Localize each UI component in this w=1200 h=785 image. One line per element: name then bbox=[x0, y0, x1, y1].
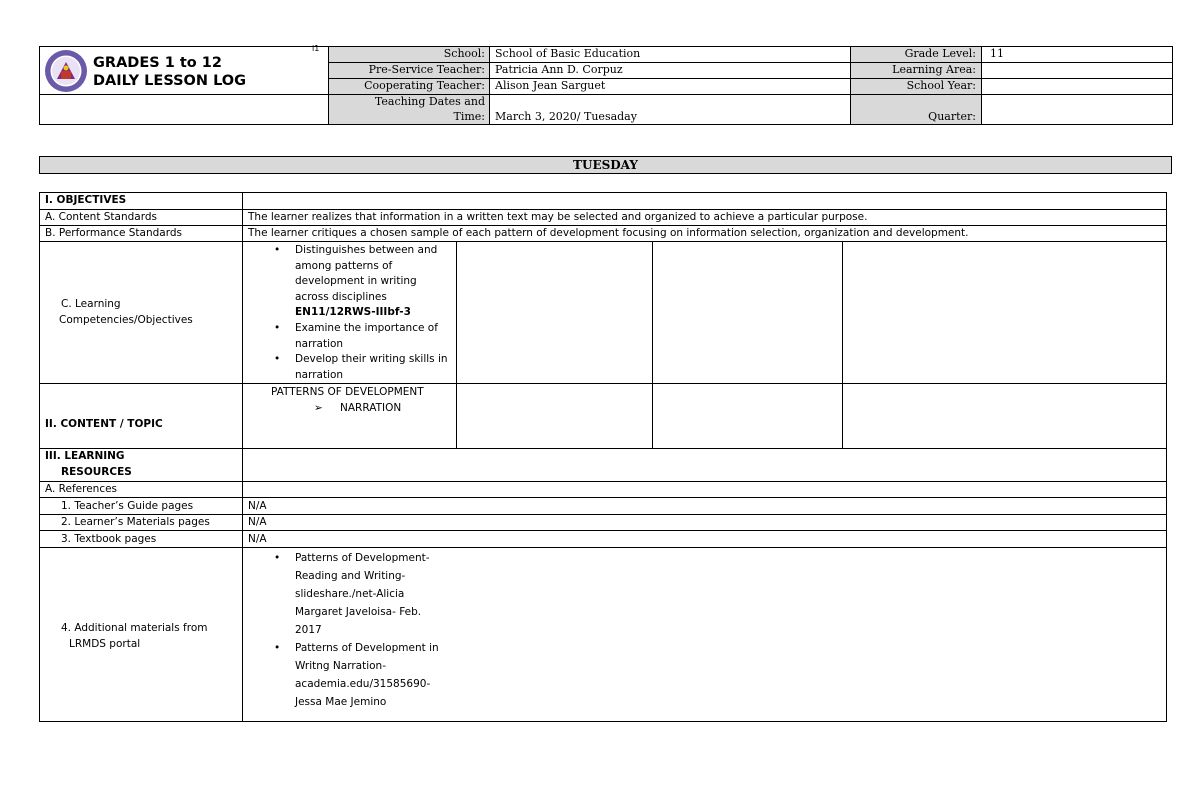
competency-3-line: narration bbox=[295, 368, 344, 381]
learning-resources-label-1: III. LEARNING bbox=[45, 450, 125, 462]
pre-service-teacher-label: Pre-Service Teacher: bbox=[368, 63, 485, 76]
quarter-label: Quarter: bbox=[928, 110, 976, 123]
material-1-line: 2017 bbox=[295, 624, 322, 636]
competency-code: EN11/12RWS-IIIbf-3 bbox=[295, 306, 411, 319]
school-label: School: bbox=[443, 47, 485, 60]
competency-1-line: across disciplines bbox=[295, 290, 387, 303]
log-title-line1: GRADES 1 to 12 bbox=[93, 55, 222, 71]
content-standards-value[interactable]: The learner realizes that information in a written text may be selected and organized to achieve a particular purpose. bbox=[248, 211, 868, 223]
bullet-icon: • bbox=[274, 244, 281, 256]
competency-2-line: Examine the importance of bbox=[295, 321, 438, 334]
grade-level-label: Grade Level: bbox=[904, 47, 976, 60]
teachers-guide-label: 1. Teacher’s Guide pages bbox=[61, 500, 194, 512]
grade-level-value[interactable]: 11 bbox=[990, 47, 1004, 60]
competency-1-line: development in writing bbox=[295, 275, 417, 288]
learners-materials-value[interactable]: N/A bbox=[248, 516, 267, 528]
material-1-line: slideshare./net-Alicia bbox=[295, 588, 405, 600]
material-1-line: Reading and Writing- bbox=[295, 570, 406, 582]
list-item bbox=[274, 639, 439, 711]
textbook-value[interactable]: N/A bbox=[248, 533, 267, 545]
performance-standards-value[interactable]: The learner critiques a chosen sample of each pattern of development focusing on information selection, organization and development. bbox=[248, 227, 969, 239]
competency-2-line: narration bbox=[295, 337, 344, 350]
school-value[interactable]: School of Basic Education bbox=[495, 47, 641, 60]
competencies-label-2: Competencies/Objectives bbox=[59, 314, 193, 326]
school-year-label: School Year: bbox=[906, 79, 976, 92]
bullet-icon: • bbox=[274, 353, 281, 366]
competency-1-line: Distinguishes between and bbox=[295, 244, 438, 256]
content-topic-label: II. CONTENT / TOPIC bbox=[45, 418, 163, 430]
teaching-dates-value[interactable]: March 3, 2020/ Tuesaday bbox=[495, 110, 637, 123]
deped-seal-icon bbox=[44, 49, 88, 93]
material-1-line: Margaret Javeloisa- Feb. bbox=[295, 606, 422, 618]
objectives-heading: I. OBJECTIVES bbox=[45, 194, 127, 206]
list-item bbox=[274, 243, 448, 321]
competency-3-line: Develop their writing skills in bbox=[295, 353, 448, 366]
references-label: A. References bbox=[45, 483, 118, 495]
topic-title[interactable]: PATTERNS OF DEVELOPMENT bbox=[271, 386, 424, 398]
list-item bbox=[274, 352, 448, 383]
bullet-icon: • bbox=[274, 321, 281, 334]
performance-standards-label: B. Performance Standards bbox=[45, 227, 182, 239]
day-bar bbox=[39, 156, 1172, 174]
day-title: TUESDAY bbox=[573, 158, 638, 172]
topic-sub[interactable]: NARRATION bbox=[340, 402, 402, 414]
learning-resources-label-2: RESOURCES bbox=[61, 466, 132, 478]
teachers-guide-value[interactable]: N/A bbox=[248, 500, 267, 512]
material-1-line: Patterns of Development- bbox=[295, 552, 430, 564]
additional-materials-list[interactable] bbox=[274, 549, 439, 711]
material-2-line: Writng Narration- bbox=[295, 660, 386, 672]
topic-arrow-icon: ➢ bbox=[314, 402, 323, 414]
cooperating-teacher-label: Cooperating Teacher: bbox=[364, 79, 485, 92]
additional-materials-label-2: LRMDS portal bbox=[69, 638, 141, 650]
pre-service-teacher-value[interactable]: Patricia Ann D. Corpuz bbox=[495, 63, 623, 76]
competencies-label-1: C. Learning bbox=[61, 298, 121, 310]
competencies-list[interactable] bbox=[274, 243, 448, 383]
material-2-line: Patterns of Development in bbox=[295, 642, 439, 654]
time-label: Time: bbox=[453, 110, 485, 123]
additional-materials-label-1: 4. Additional materials from bbox=[61, 622, 208, 634]
teaching-dates-label: Teaching Dates and bbox=[374, 95, 485, 108]
cooperating-teacher-value[interactable]: Alison Jean Sarguet bbox=[495, 79, 606, 92]
learners-materials-label: 2. Learner’s Materials pages bbox=[61, 516, 210, 528]
log-title-line2: DAILY LESSON LOG bbox=[93, 73, 247, 89]
content-standards-label: A. Content Standards bbox=[45, 211, 158, 223]
bullet-icon: • bbox=[274, 552, 281, 564]
textbook-label: 3. Textbook pages bbox=[61, 533, 157, 545]
list-item bbox=[274, 321, 448, 352]
material-2-line: academia.edu/31585690- bbox=[295, 678, 431, 690]
competency-1-line: among patterns of bbox=[295, 259, 393, 272]
material-2-line: Jessa Mae Jemino bbox=[295, 696, 387, 708]
list-item bbox=[274, 549, 439, 639]
learning-area-label: Learning Area: bbox=[892, 63, 976, 76]
stray-mark: i1 bbox=[312, 44, 320, 53]
bullet-icon: • bbox=[274, 642, 281, 654]
